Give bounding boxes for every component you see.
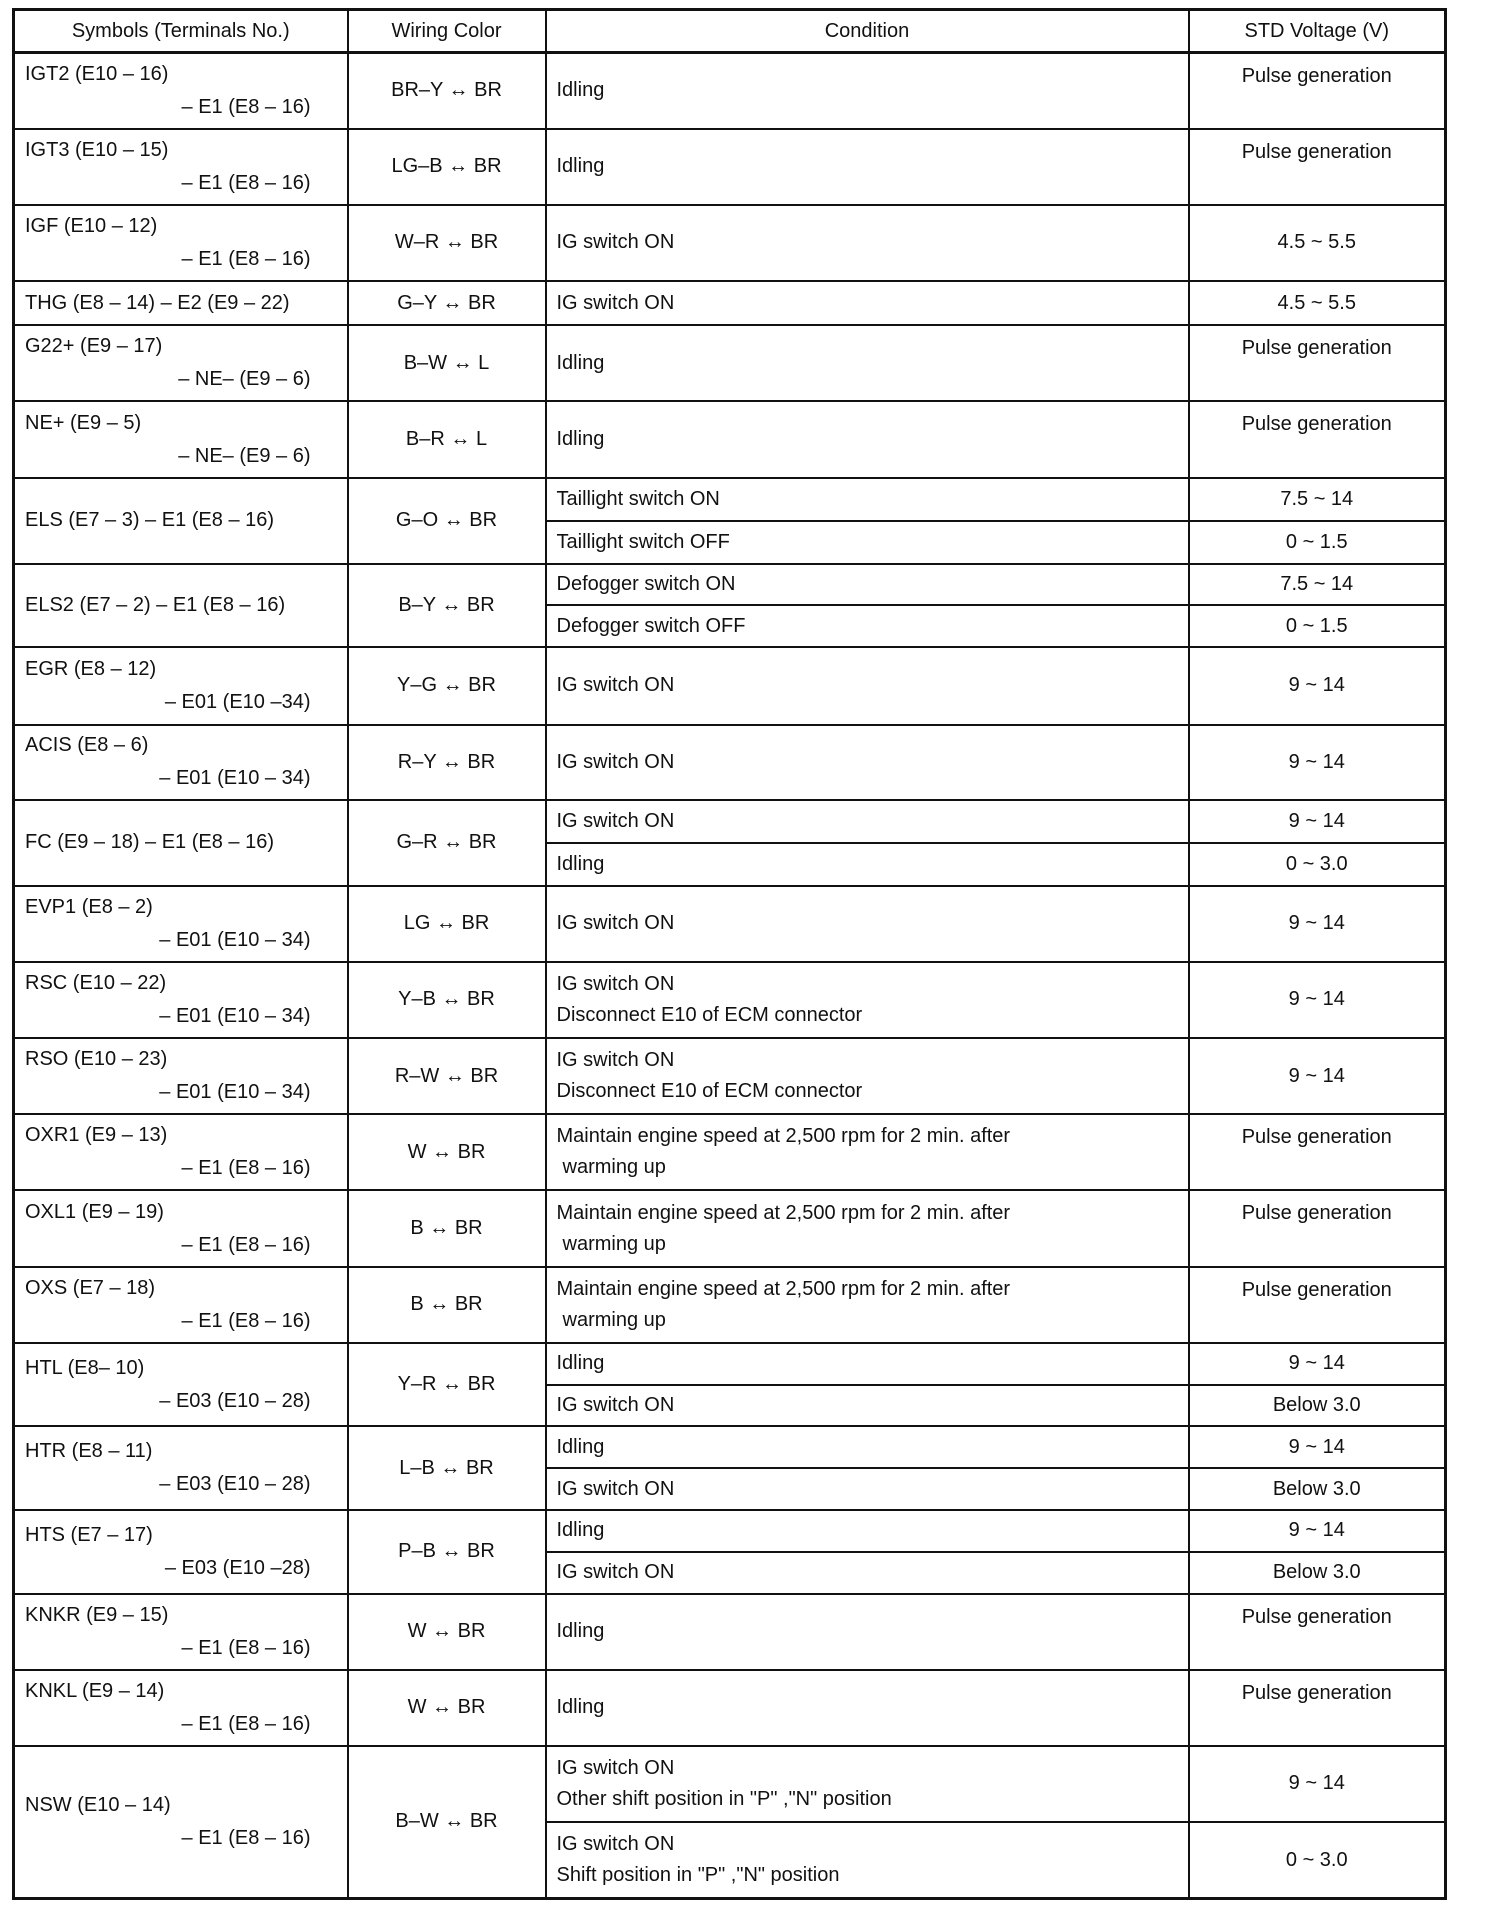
terminal-symbol-line1: HTL (E8– 10)	[25, 1356, 145, 1379]
table-row	[14, 1190, 1446, 1266]
condition-cell	[546, 605, 1189, 647]
terminal-symbol	[14, 478, 348, 564]
wiring-color: B–W ↔ BR	[348, 1746, 546, 1899]
condition-cell	[546, 725, 1189, 800]
wiring-color: Y–B ↔ BR	[348, 962, 546, 1038]
terminal-symbol	[14, 800, 348, 886]
terminal-symbol	[14, 1114, 348, 1190]
condition-cell	[546, 1114, 1189, 1190]
std-voltage: 7.5 ~ 14	[1189, 564, 1446, 606]
condition-line1: Idling	[556, 79, 605, 102]
std-voltage: Pulse generation	[1189, 1114, 1446, 1190]
condition-line1: Defogger switch ON	[556, 573, 736, 596]
std-voltage: 9 ~ 14	[1189, 647, 1446, 724]
terminal-symbol-line1: IGT3 (E10 – 15)	[25, 138, 169, 161]
condition-cell	[546, 800, 1189, 843]
terminal-symbol	[14, 1426, 348, 1510]
std-voltage: 4.5 ~ 5.5	[1189, 205, 1446, 281]
std-voltage: 7.5 ~ 14	[1189, 478, 1446, 521]
condition-cell	[546, 1038, 1189, 1114]
terminal-symbol	[14, 1267, 348, 1343]
table-row	[14, 800, 1446, 843]
table-row	[14, 1343, 1446, 1385]
std-voltage: Below 3.0	[1189, 1552, 1446, 1594]
std-voltage: Below 3.0	[1189, 1385, 1446, 1427]
terminal-symbol	[14, 564, 348, 648]
terminal-symbol-line2: – E1 (E8 – 16)	[181, 1309, 311, 1332]
condition-line1: Idling	[556, 1620, 605, 1643]
terminal-symbol-line2: – E1 (E8 – 16)	[181, 1233, 311, 1256]
wiring-color: B ↔ BR	[348, 1267, 546, 1343]
condition-line1: IG switch ON	[556, 912, 675, 935]
terminal-symbol-line1: RSO (E10 – 23)	[25, 1048, 168, 1071]
condition-line1: IG switch ON	[556, 1393, 675, 1416]
wiring-color: B–Y ↔ BR	[348, 564, 546, 648]
condition-line1: Idling	[556, 1435, 605, 1458]
terminal-symbol-line1: EVP1 (E8 – 2)	[25, 895, 153, 918]
condition-line1: IG switch ON	[556, 1833, 675, 1856]
wiring-color: G–O ↔ BR	[348, 478, 546, 564]
terminal-symbol	[14, 886, 348, 962]
wiring-color: W ↔ BR	[348, 1114, 546, 1190]
terminal-symbol	[14, 1343, 348, 1427]
condition-cell	[546, 129, 1189, 205]
condition-line1: Idling	[556, 1519, 605, 1542]
condition-cell	[546, 1385, 1189, 1427]
condition-line2: warming up	[562, 1156, 666, 1179]
wiring-color: W–R ↔ BR	[348, 205, 546, 281]
wiring-color: B ↔ BR	[348, 1190, 546, 1266]
terminal-symbol-line2: – E01 (E10 – 34)	[159, 1004, 311, 1027]
condition-cell	[546, 564, 1189, 606]
condition-cell	[546, 478, 1189, 521]
terminal-symbol-line2: – E01 (E10 – 34)	[159, 767, 311, 790]
header-condition: Condition	[546, 10, 1189, 53]
table-row	[14, 647, 1446, 724]
wiring-color: W ↔ BR	[348, 1670, 546, 1746]
wiring-color: LG ↔ BR	[348, 886, 546, 962]
condition-cell	[546, 281, 1189, 325]
terminal-symbol	[14, 53, 348, 129]
std-voltage: 0 ~ 3.0	[1189, 843, 1446, 886]
std-voltage: 9 ~ 14	[1189, 800, 1446, 843]
table-row	[14, 129, 1446, 205]
condition-line1: Idling	[556, 852, 605, 875]
table-row	[14, 401, 1446, 477]
table-row	[14, 1267, 1446, 1343]
terminal-symbol-line1: IGT2 (E10 – 16)	[25, 62, 169, 85]
std-voltage: 9 ~ 14	[1189, 962, 1446, 1038]
std-voltage: 4.5 ~ 5.5	[1189, 281, 1446, 325]
condition-line1: Taillight switch ON	[556, 487, 720, 510]
terminal-symbol-line1: HTS (E7 – 17)	[25, 1523, 153, 1546]
std-voltage: 9 ~ 14	[1189, 1426, 1446, 1468]
terminal-symbol	[14, 401, 348, 477]
std-voltage: 9 ~ 14	[1189, 1343, 1446, 1385]
condition-cell	[546, 1426, 1189, 1468]
terminal-voltage-table	[12, 8, 1447, 1900]
condition-line1: Idling	[556, 1352, 605, 1375]
condition-line1: IG switch ON	[556, 231, 675, 254]
condition-cell	[546, 1468, 1189, 1510]
terminal-symbol-line2: – E03 (E10 – 28)	[159, 1389, 311, 1412]
terminal-symbol-line1: EGR (E8 – 12)	[25, 657, 157, 680]
std-voltage: Pulse generation	[1189, 1594, 1446, 1670]
header-wiring-color: Wiring Color	[348, 10, 546, 53]
std-voltage: 9 ~ 14	[1189, 725, 1446, 800]
table-body	[14, 53, 1446, 1899]
condition-cell	[546, 1552, 1189, 1594]
std-voltage: Pulse generation	[1189, 325, 1446, 401]
condition-cell	[546, 1594, 1189, 1670]
terminal-symbol-line2: – E01 (E10 –34)	[164, 690, 311, 713]
condition-line1: IG switch ON	[556, 1477, 675, 1500]
wiring-color: BR–Y ↔ BR	[348, 53, 546, 129]
terminal-symbol-line2: – E01 (E10 – 34)	[159, 928, 311, 951]
wiring-color: G–Y ↔ BR	[348, 281, 546, 325]
voltage-spec-sheet	[12, 8, 1444, 1900]
terminal-symbol-line2: – E1 (E8 – 16)	[181, 1712, 311, 1735]
terminal-symbol-line1: NSW (E10 – 14)	[25, 1793, 171, 1816]
condition-line1: IG switch ON	[556, 674, 675, 697]
condition-line1: Idling	[556, 1696, 605, 1719]
terminal-symbol-line1: OXS (E7 – 18)	[25, 1276, 156, 1299]
condition-line1: IG switch ON	[556, 291, 675, 314]
terminal-symbol	[14, 129, 348, 205]
condition-line1: Maintain engine speed at 2,500 rpm for 2 min. after	[556, 1125, 1011, 1148]
table-row	[14, 962, 1446, 1038]
terminal-symbol-line1: OXL1 (E9 – 19)	[25, 1200, 164, 1223]
table-row	[14, 478, 1446, 521]
wiring-color: R–W ↔ BR	[348, 1038, 546, 1114]
wiring-color: LG–B ↔ BR	[348, 129, 546, 205]
terminal-symbol-line1: ELS2 (E7 – 2) – E1 (E8 – 16)	[25, 593, 286, 616]
table-row	[14, 886, 1446, 962]
condition-line1: Idling	[556, 428, 605, 451]
terminal-symbol	[14, 962, 348, 1038]
wiring-color: P–B ↔ BR	[348, 1510, 546, 1594]
terminal-symbol-line1: THG (E8 – 14) – E2 (E9 – 22)	[25, 291, 290, 314]
table-row	[14, 205, 1446, 281]
terminal-symbol-line1: OXR1 (E9 – 13)	[25, 1124, 168, 1147]
terminal-symbol-line2: – E01 (E10 – 34)	[159, 1081, 311, 1104]
condition-line1: IG switch ON	[556, 1561, 675, 1584]
table-row	[14, 325, 1446, 401]
terminal-symbol	[14, 1038, 348, 1114]
condition-cell	[546, 1343, 1189, 1385]
table-row	[14, 1038, 1446, 1114]
terminal-symbol	[14, 1510, 348, 1594]
wiring-color: Y–G ↔ BR	[348, 647, 546, 724]
terminal-symbol-line2: – E1 (E8 – 16)	[181, 247, 311, 270]
std-voltage: 9 ~ 14	[1189, 886, 1446, 962]
std-voltage: 0 ~ 1.5	[1189, 521, 1446, 564]
table-row	[14, 1510, 1446, 1552]
condition-cell	[546, 401, 1189, 477]
std-voltage: Pulse generation	[1189, 1670, 1446, 1746]
condition-line1: IG switch ON	[556, 972, 675, 995]
wiring-color: W ↔ BR	[348, 1594, 546, 1670]
wiring-color: Y–R ↔ BR	[348, 1343, 546, 1427]
terminal-symbol-line2: – E1 (E8 – 16)	[181, 95, 311, 118]
terminal-symbol-line2: – NE– (E9 – 6)	[178, 368, 311, 391]
condition-cell	[546, 1746, 1189, 1822]
table-row	[14, 281, 1446, 325]
terminal-symbol-line1: KNKR (E9 – 15)	[25, 1603, 169, 1626]
wiring-color: R–Y ↔ BR	[348, 725, 546, 800]
condition-line2: Other shift position in "P" ,"N" position	[556, 1787, 892, 1810]
wiring-color: B–R ↔ L	[348, 401, 546, 477]
terminal-symbol	[14, 205, 348, 281]
table-row	[14, 1670, 1446, 1746]
condition-cell	[546, 521, 1189, 564]
terminal-symbol-line2: – E03 (E10 –28)	[164, 1556, 311, 1579]
condition-cell	[546, 205, 1189, 281]
std-voltage: 9 ~ 14	[1189, 1510, 1446, 1552]
condition-cell	[546, 886, 1189, 962]
std-voltage: Pulse generation	[1189, 53, 1446, 129]
terminal-symbol-line1: ACIS (E8 – 6)	[25, 734, 149, 757]
condition-line2: Disconnect E10 of ECM connector	[556, 1080, 863, 1103]
condition-cell	[546, 1670, 1189, 1746]
condition-line2: Shift position in "P" ,"N" position	[556, 1864, 840, 1887]
terminal-symbol	[14, 1594, 348, 1670]
condition-line1: IG switch ON	[556, 750, 675, 773]
condition-cell	[546, 53, 1189, 129]
wiring-color: G–R ↔ BR	[348, 800, 546, 886]
std-voltage: 0 ~ 3.0	[1189, 1822, 1446, 1898]
condition-cell	[546, 1510, 1189, 1552]
condition-line1: IG switch ON	[556, 1049, 675, 1072]
std-voltage: Below 3.0	[1189, 1468, 1446, 1510]
condition-cell	[546, 962, 1189, 1038]
terminal-symbol-line2: – E1 (E8 – 16)	[181, 171, 311, 194]
wiring-color: L–B ↔ BR	[348, 1426, 546, 1510]
terminal-symbol	[14, 725, 348, 800]
std-voltage: 9 ~ 14	[1189, 1038, 1446, 1114]
table-row	[14, 1746, 1446, 1822]
terminal-symbol-line2: – E1 (E8 – 16)	[181, 1636, 311, 1659]
condition-cell	[546, 647, 1189, 724]
condition-cell	[546, 325, 1189, 401]
terminal-symbol	[14, 647, 348, 724]
std-voltage: Pulse generation	[1189, 1190, 1446, 1266]
terminal-symbol-line1: RSC (E10 – 22)	[25, 971, 167, 994]
std-voltage: 0 ~ 1.5	[1189, 605, 1446, 647]
condition-line1: IG switch ON	[556, 809, 675, 832]
terminal-symbol-line1: NE+ (E9 – 5)	[25, 411, 142, 434]
wiring-color: B–W ↔ L	[348, 325, 546, 401]
terminal-symbol-line1: G22+ (E9 – 17)	[25, 335, 163, 358]
terminal-symbol-line2: – NE– (E9 – 6)	[178, 444, 311, 467]
header-symbols: Symbols (Terminals No.)	[14, 10, 348, 53]
terminal-symbol-line1: HTR (E8 – 11)	[25, 1440, 153, 1463]
condition-line1: Idling	[556, 351, 605, 374]
std-voltage: Pulse generation	[1189, 129, 1446, 205]
condition-line2: Disconnect E10 of ECM connector	[556, 1003, 863, 1026]
terminal-symbol-line1: KNKL (E9 – 14)	[25, 1679, 165, 1702]
table-row	[14, 53, 1446, 129]
table-row	[14, 725, 1446, 800]
condition-line1: Taillight switch OFF	[556, 530, 730, 553]
terminal-symbol	[14, 1190, 348, 1266]
terminal-symbol-line1: ELS (E7 – 3) – E1 (E8 – 16)	[25, 509, 275, 532]
table-row	[14, 1426, 1446, 1468]
terminal-symbol	[14, 325, 348, 401]
terminal-symbol	[14, 1670, 348, 1746]
std-voltage: Pulse generation	[1189, 1267, 1446, 1343]
terminal-symbol	[14, 1746, 348, 1899]
header-std-voltage: STD Voltage (V)	[1189, 10, 1446, 53]
table-header	[14, 10, 1446, 53]
terminal-symbol-line2: – E1 (E8 – 16)	[181, 1826, 311, 1849]
condition-cell	[546, 843, 1189, 886]
condition-line1: IG switch ON	[556, 1756, 675, 1779]
terminal-symbol-line1: IGF (E10 – 12)	[25, 214, 158, 237]
condition-line1: Maintain engine speed at 2,500 rpm for 2 min. after	[556, 1201, 1011, 1224]
condition-cell	[546, 1267, 1189, 1343]
condition-cell	[546, 1190, 1189, 1266]
table-row	[14, 1114, 1446, 1190]
condition-line1: Maintain engine speed at 2,500 rpm for 2 min. after	[556, 1277, 1011, 1300]
condition-cell	[546, 1822, 1189, 1898]
std-voltage: Pulse generation	[1189, 401, 1446, 477]
condition-line2: warming up	[562, 1232, 666, 1255]
terminal-symbol-line2: – E1 (E8 – 16)	[181, 1157, 311, 1180]
condition-line1: Idling	[556, 155, 605, 178]
table-row	[14, 1594, 1446, 1670]
condition-line2: warming up	[562, 1308, 666, 1331]
terminal-symbol	[14, 281, 348, 325]
terminal-symbol-line2: – E03 (E10 – 28)	[159, 1473, 311, 1496]
std-voltage: 9 ~ 14	[1189, 1746, 1446, 1822]
table-row	[14, 564, 1446, 606]
terminal-symbol-line1: FC (E9 – 18) – E1 (E8 – 16)	[25, 831, 275, 854]
condition-line1: Defogger switch OFF	[556, 614, 746, 637]
